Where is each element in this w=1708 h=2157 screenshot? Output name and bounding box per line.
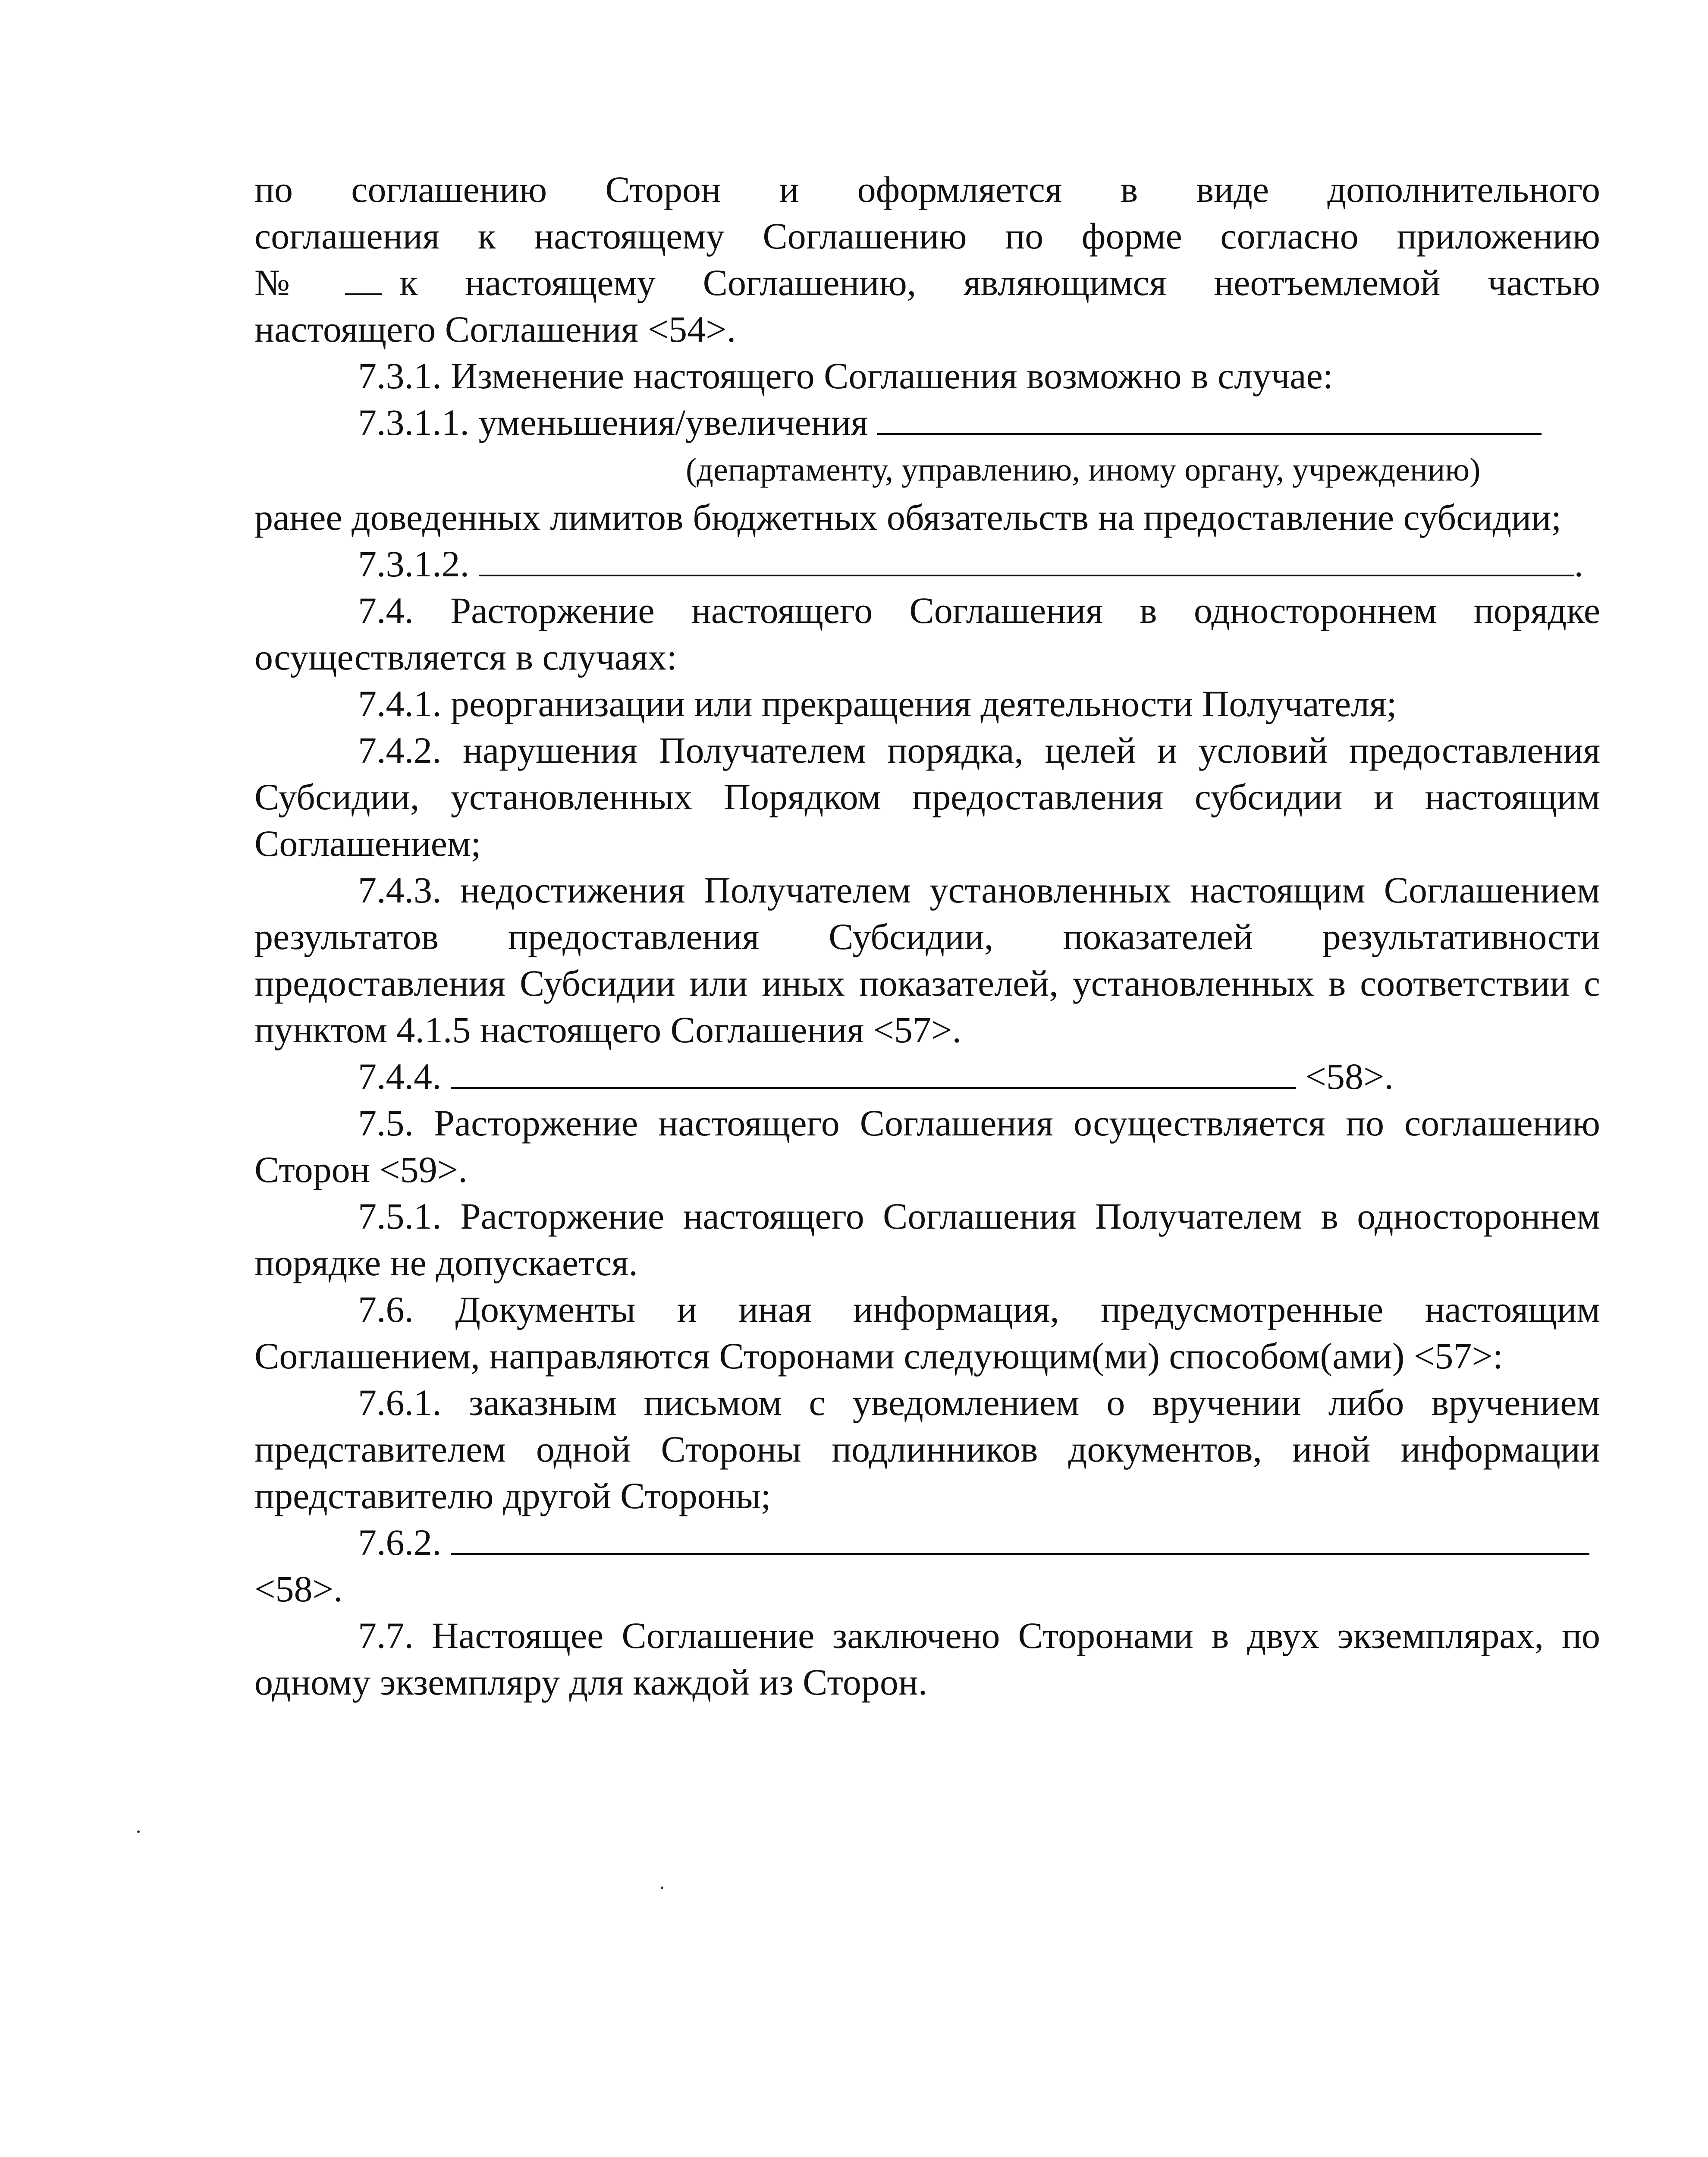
clause-7-6: 7.6. Документы и иная информация, предусмотренные настоящим Соглашением, направляются Сторонами следующим(ми) способом(ами) <57>: (254, 1289, 1600, 1377)
clause-7-3-1: 7.3.1. Изменение настоящего Соглашения возможно в случае: (358, 355, 1333, 396)
clause-7-4-3: 7.4.3. недостижения Получателем установленных настоящим Соглашением результатов предоставления Субсидии, показателей результативности предоставления Субсидии или иных показателей, установленных в соответствии с пунктом 4.1.5 настоящего Соглашения <57>. (254, 869, 1600, 1050)
clause-7-6-1: 7.6.1. заказным письмом с уведомлением о вручении либо вручением представителем одной Стороны подлинников документов, иной информации представителю другой Стороны; (254, 1382, 1600, 1516)
scan-speck (137, 1830, 140, 1833)
clause-label: 7.3.1.2. (358, 543, 469, 585)
fill-in-blank (479, 546, 1574, 576)
clause-7-3-1-2 (254, 541, 1600, 587)
blank-caption: (департаменту, управлению, иному органу, учреждению) (686, 452, 1481, 488)
clause-7-7: 7.7. Настоящее Соглашение заключено Сторонами в двух экземплярах, по одному экземпляру для каждой из Сторон. (254, 1615, 1600, 1703)
clause-7-3-1-1-continuation: ранее доведенных лимитов бюджетных обязательств на предоставление субсидии; (254, 497, 1562, 538)
clause-label: 7.4.4. (358, 1056, 442, 1097)
clause-7-5: 7.5. Расторжение настоящего Соглашения осуществляется по соглашению Сторон <59>. (254, 1102, 1600, 1190)
appendix-number-blank (345, 265, 382, 295)
text-fragment: к настоящему Соглашению, являющимся неотъемлемой частью (399, 262, 1600, 303)
clause-7-4-2: 7.4.2. нарушения Получателем порядка, целей и условий предоставления Субсидии, установленных Порядком предоставления субсидии и настоящим Соглашением; (254, 729, 1600, 864)
trailing-period: . (1574, 543, 1583, 585)
clause-label: 7.6.2. (358, 1522, 442, 1563)
clause-7-4-1: 7.4.1. реорганизации или прекращения деятельности Получателя; (358, 683, 1397, 724)
clause-label: 7.3.1.1. уменьшения/увеличения (358, 402, 868, 443)
text-line (254, 259, 1600, 306)
document-body (254, 166, 1600, 1705)
clause-7-6-2 (254, 1519, 1600, 1566)
fill-in-blank (877, 405, 1542, 435)
clause-7-5-1: 7.5.1. Расторжение настоящего Соглашения Получателем в одностороннем порядке не допускается. (254, 1195, 1600, 1283)
scan-speck (661, 1887, 663, 1889)
clause-7-4: 7.4. Расторжение настоящего Соглашения в одностороннем порядке осуществляется в случаях: (254, 590, 1600, 678)
clause-7-3-1-1 (254, 399, 1600, 491)
paragraph-continuation (254, 166, 1600, 352)
clause-7-4-4 (254, 1053, 1600, 1100)
clause-7-6-2-continuation: <58>. (254, 1568, 343, 1610)
fill-in-blank (451, 1059, 1296, 1089)
fill-in-blank (451, 1525, 1589, 1555)
text-line: по соглашению Сторон и оформляется в виде дополнительного (254, 169, 1600, 210)
text-line: соглашения к настоящему Соглашению по форме согласно приложению (254, 215, 1600, 257)
text-line: настоящего Соглашения <54>. (254, 308, 736, 350)
number-sign: № (254, 262, 328, 303)
footnote-ref: <58>. (1305, 1056, 1394, 1097)
